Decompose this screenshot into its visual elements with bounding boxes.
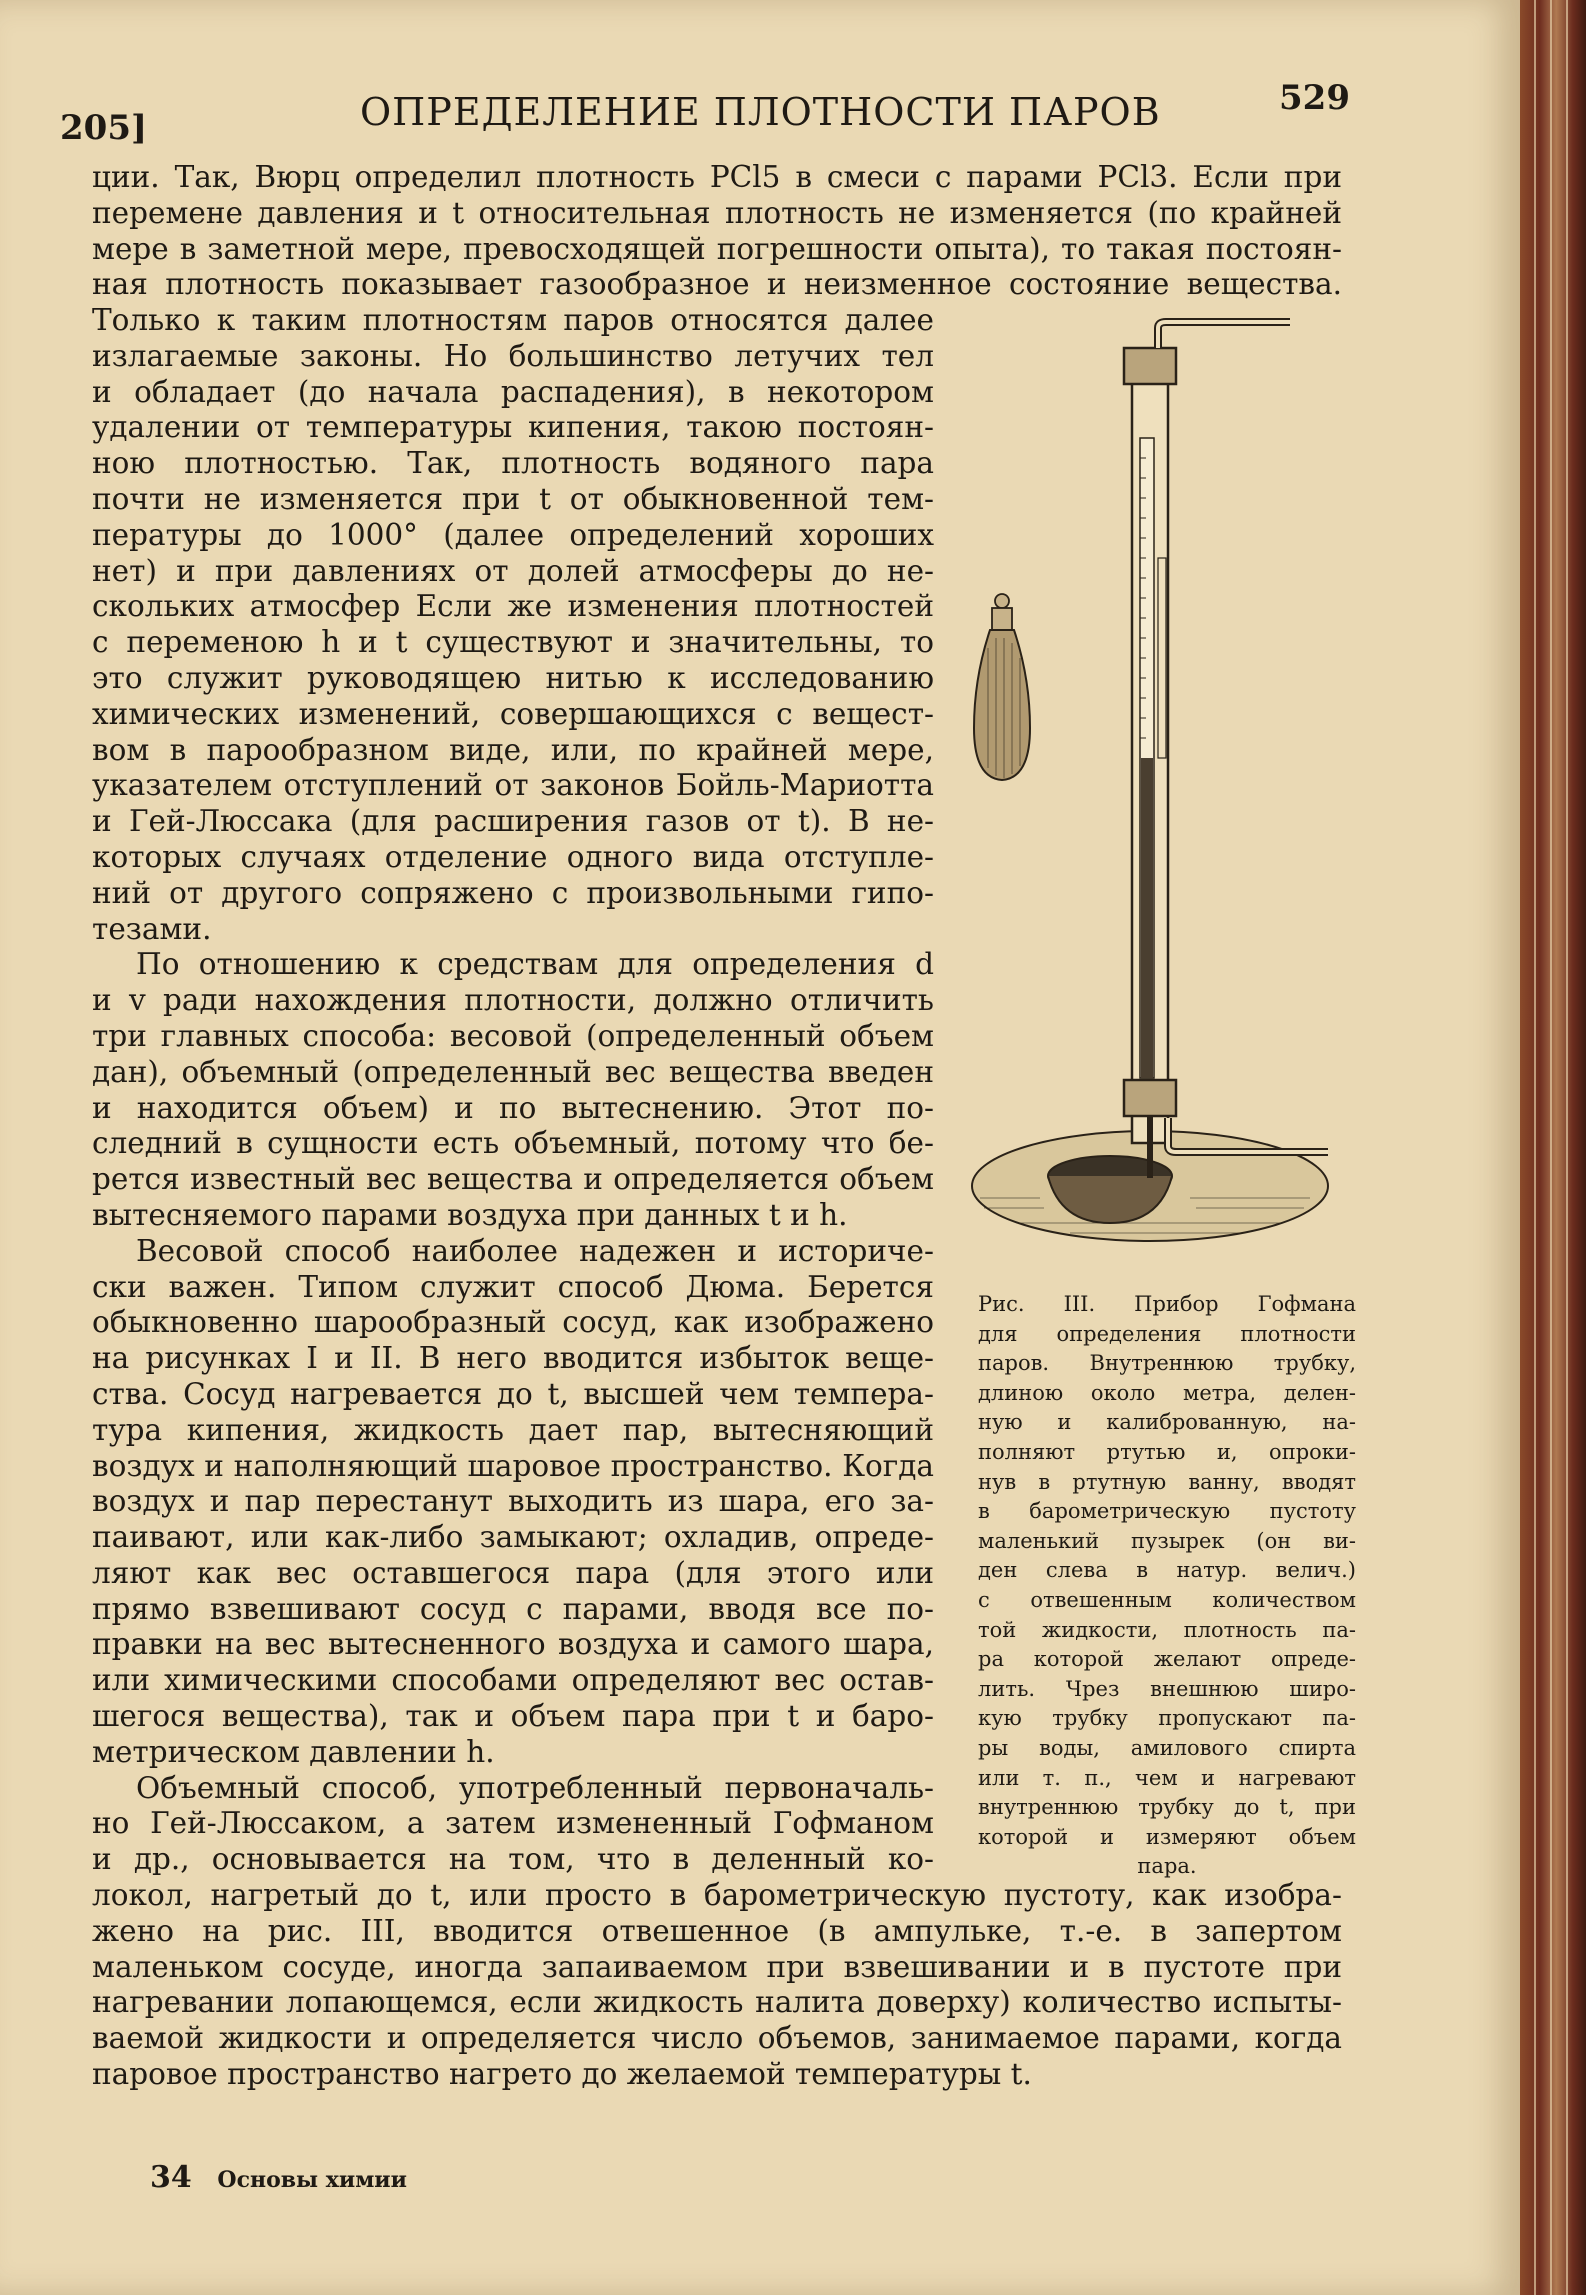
text-line: ний от другого сопряжено с произвольными гипо- xyxy=(92,875,934,910)
text-line: нагревании лопающемся, если жидкость налита доверху) количество испыты- xyxy=(92,1985,1342,2020)
running-head xyxy=(60,78,1350,148)
text-line: ляют как вес оставшегося пара (для этого или xyxy=(92,1555,934,1590)
caption-line: кую трубку пропускают па- xyxy=(978,1706,1356,1731)
text-line: тура кипения, жидкость дает пар, вытесняющий xyxy=(92,1412,934,1447)
text-line: три главных способа: весовой (определенный объем xyxy=(92,1018,934,1053)
bottom-paragraph xyxy=(92,1878,1342,2093)
text-line: удалении от температуры кипения, такою постоян- xyxy=(92,410,934,445)
text-line: указателем отступлений от законов Бойль-Мариотта xyxy=(92,768,934,803)
text-line: ски важен. Типом служит способ Дюма. Берется xyxy=(92,1269,934,1304)
text-line: паивают, или как-либо замыкают; охладив, опреде- xyxy=(92,1520,934,1555)
text-line: и др., основывается на том, что в деленный ко- xyxy=(92,1842,934,1877)
text-line: ства. Сосуд нагревается до t, высшей чем темпера- xyxy=(92,1376,934,1411)
text-line: мере в заметной мере, превосходящей погрешности опыта), то такая постоян- xyxy=(92,231,1342,266)
caption-line: для определения плотности xyxy=(978,1321,1356,1346)
section-number: 205] xyxy=(60,108,148,148)
text-line: ваемой жидкости и определяется число объемов, занимаемое парами, когда xyxy=(92,2021,1342,2056)
text-line: почти не изменяется при t от обыкновенной тем- xyxy=(92,481,934,516)
caption-line: ра которой желают опреде- xyxy=(978,1647,1356,1672)
text-line: шегося вещества), так и объем пара при t и баро- xyxy=(92,1699,934,1734)
caption-line: внутреннюю трубку до t, при xyxy=(978,1795,1356,1820)
text-line: на рисунках I и II. В него вводится избыток веще- xyxy=(92,1341,934,1376)
text-line: локол, нагретый до t, или просто в барометрическую пустоту, как изобра- xyxy=(92,1878,1342,1912)
ampoule-icon xyxy=(974,594,1030,780)
main-column xyxy=(92,303,934,1878)
text-line: жено на рис. III, вводится отвешенное (в ампульке, т.-е. в запертом xyxy=(92,1913,1342,1948)
text-line: обыкновенно шарообразный сосуд, как изображено xyxy=(92,1305,934,1340)
caption-line: Рис. III. Прибор Гофмана xyxy=(978,1292,1356,1316)
text-line: и обладает (до начала распадения), в некотором xyxy=(92,374,934,409)
caption-line: или т. п., чем и нагревают xyxy=(978,1765,1356,1790)
text-line: и Гей-Люссака (для расширения газов от t). В не- xyxy=(92,804,934,839)
text-line: скольких атмосфер Если же изменения плотностей xyxy=(92,589,934,624)
text-line: это служит руководящею нитью к исследованию xyxy=(92,660,934,695)
caption-line: маленький пузырек (он ви- xyxy=(978,1528,1356,1553)
text-line: с переменою h и t существуют и значительны, то xyxy=(92,625,934,660)
text-line: По отношению к средствам для определения d xyxy=(136,947,934,982)
caption-line: пара. xyxy=(1137,1854,1197,1879)
caption-line: полняют ртутью и, опроки- xyxy=(978,1439,1356,1464)
signature-title: Основы химии xyxy=(217,2167,407,2193)
caption-line: ден слева в натур. велич.) xyxy=(978,1558,1356,1583)
caption-line: длиною около метра, делен- xyxy=(978,1380,1356,1405)
text-line: паровое пространство нагрето до желаемой температуры t. xyxy=(92,2056,1032,2091)
caption-line: ры воды, амилового спирта xyxy=(978,1735,1356,1760)
text-line: воздух и пар перестанут выходить из шара, его за- xyxy=(92,1484,934,1519)
text-line: тезами. xyxy=(92,911,212,946)
text-line: или химическими способами определяют вес остав- xyxy=(92,1663,934,1698)
text-line: Только к таким плотностям паров относятся далее xyxy=(92,303,934,337)
text-line: следний в сущности есть объемный, потому что бе- xyxy=(92,1126,934,1161)
page-title: ОПРЕДЕЛЕНИЕ ПЛОТНОСТИ ПАРОВ xyxy=(360,90,1161,134)
caption-line: с отвешенным количеством xyxy=(978,1587,1356,1612)
text-line: ною плотностью. Так, плотность водяного пара xyxy=(92,446,934,481)
text-line: излагаемые законы. Но большинство летучих тел xyxy=(92,338,934,373)
top-paragraph xyxy=(92,160,1342,303)
caption-line: в барометрическую пустоту xyxy=(978,1499,1356,1524)
book-spine xyxy=(1520,0,1586,2295)
text-line: пературы до 1000° (далее определений хороших xyxy=(92,517,934,552)
text-line: вом в парообразном виде, или, по крайней мере, xyxy=(92,732,934,767)
text-line: воздух и наполняющий шаровое пространство. Когда xyxy=(92,1448,934,1483)
text-line: вытесняемого парами воздуха при данных t и h. xyxy=(92,1197,848,1232)
text-line: ции. Так, Вюрц определил плотность PCl5 в смеси с парами PCl3. Если при xyxy=(92,160,1342,194)
text-line: нет) и при давлениях от долей атмосферы до не- xyxy=(92,553,934,588)
text-line: но Гей-Люссаком, а затем измененный Гофманом xyxy=(92,1806,934,1841)
text-line: правки на вес вытесненного воздуха и самого шара, xyxy=(92,1627,934,1662)
caption-line: той жидкости, плотность па- xyxy=(978,1617,1356,1642)
text-line: которых случаях отделение одного вида отступле- xyxy=(92,839,934,874)
text-line: и находится объем) и по вытеснению. Этот по- xyxy=(92,1090,934,1125)
text-line: дан), объемный (определенный вес вещества введен xyxy=(92,1054,934,1089)
text-line: рется известный вес вещества и определяется объем xyxy=(92,1162,934,1197)
caption-line: лить. Чрез внешнюю широ- xyxy=(978,1676,1356,1701)
caption-line: нув в ртутную ванну, вводят xyxy=(978,1469,1356,1494)
caption-line: ную и калиброванную, на- xyxy=(978,1410,1356,1435)
signature-number: 34 xyxy=(150,2160,192,2195)
text-line: Объемный способ, употребленный первоначаль- xyxy=(136,1770,934,1805)
hofmann-apparatus-illustration xyxy=(960,318,1340,1278)
text-line: перемене давления и t относительная плотность не изменяется (по крайней xyxy=(92,195,1342,230)
text-line: прямо взвешивают сосуд с парами, вводя все по- xyxy=(92,1591,934,1626)
text-line: химических изменений, совершающихся с вещест- xyxy=(92,696,934,731)
page-number: 529 xyxy=(1279,78,1350,118)
caption-line: которой и измеряют объем xyxy=(978,1824,1356,1849)
text-line: и v ради нахождения плотности, должно отличить xyxy=(92,983,934,1018)
text-line: Весовой способ наиболее надежен и историче- xyxy=(136,1233,934,1268)
text-line: метрическом давлении h. xyxy=(92,1734,495,1769)
text-line: ная плотность показывает газообразное и неизменное состояние вещества. xyxy=(92,267,1342,302)
caption-line: паров. Внутреннюю трубку, xyxy=(978,1351,1356,1376)
text-line: маленьком сосуде, иногда запаиваемом при взвешивании и в пустоте при xyxy=(92,1949,1342,1984)
figure-caption xyxy=(978,1290,1356,1882)
page-footer xyxy=(150,2160,407,2195)
